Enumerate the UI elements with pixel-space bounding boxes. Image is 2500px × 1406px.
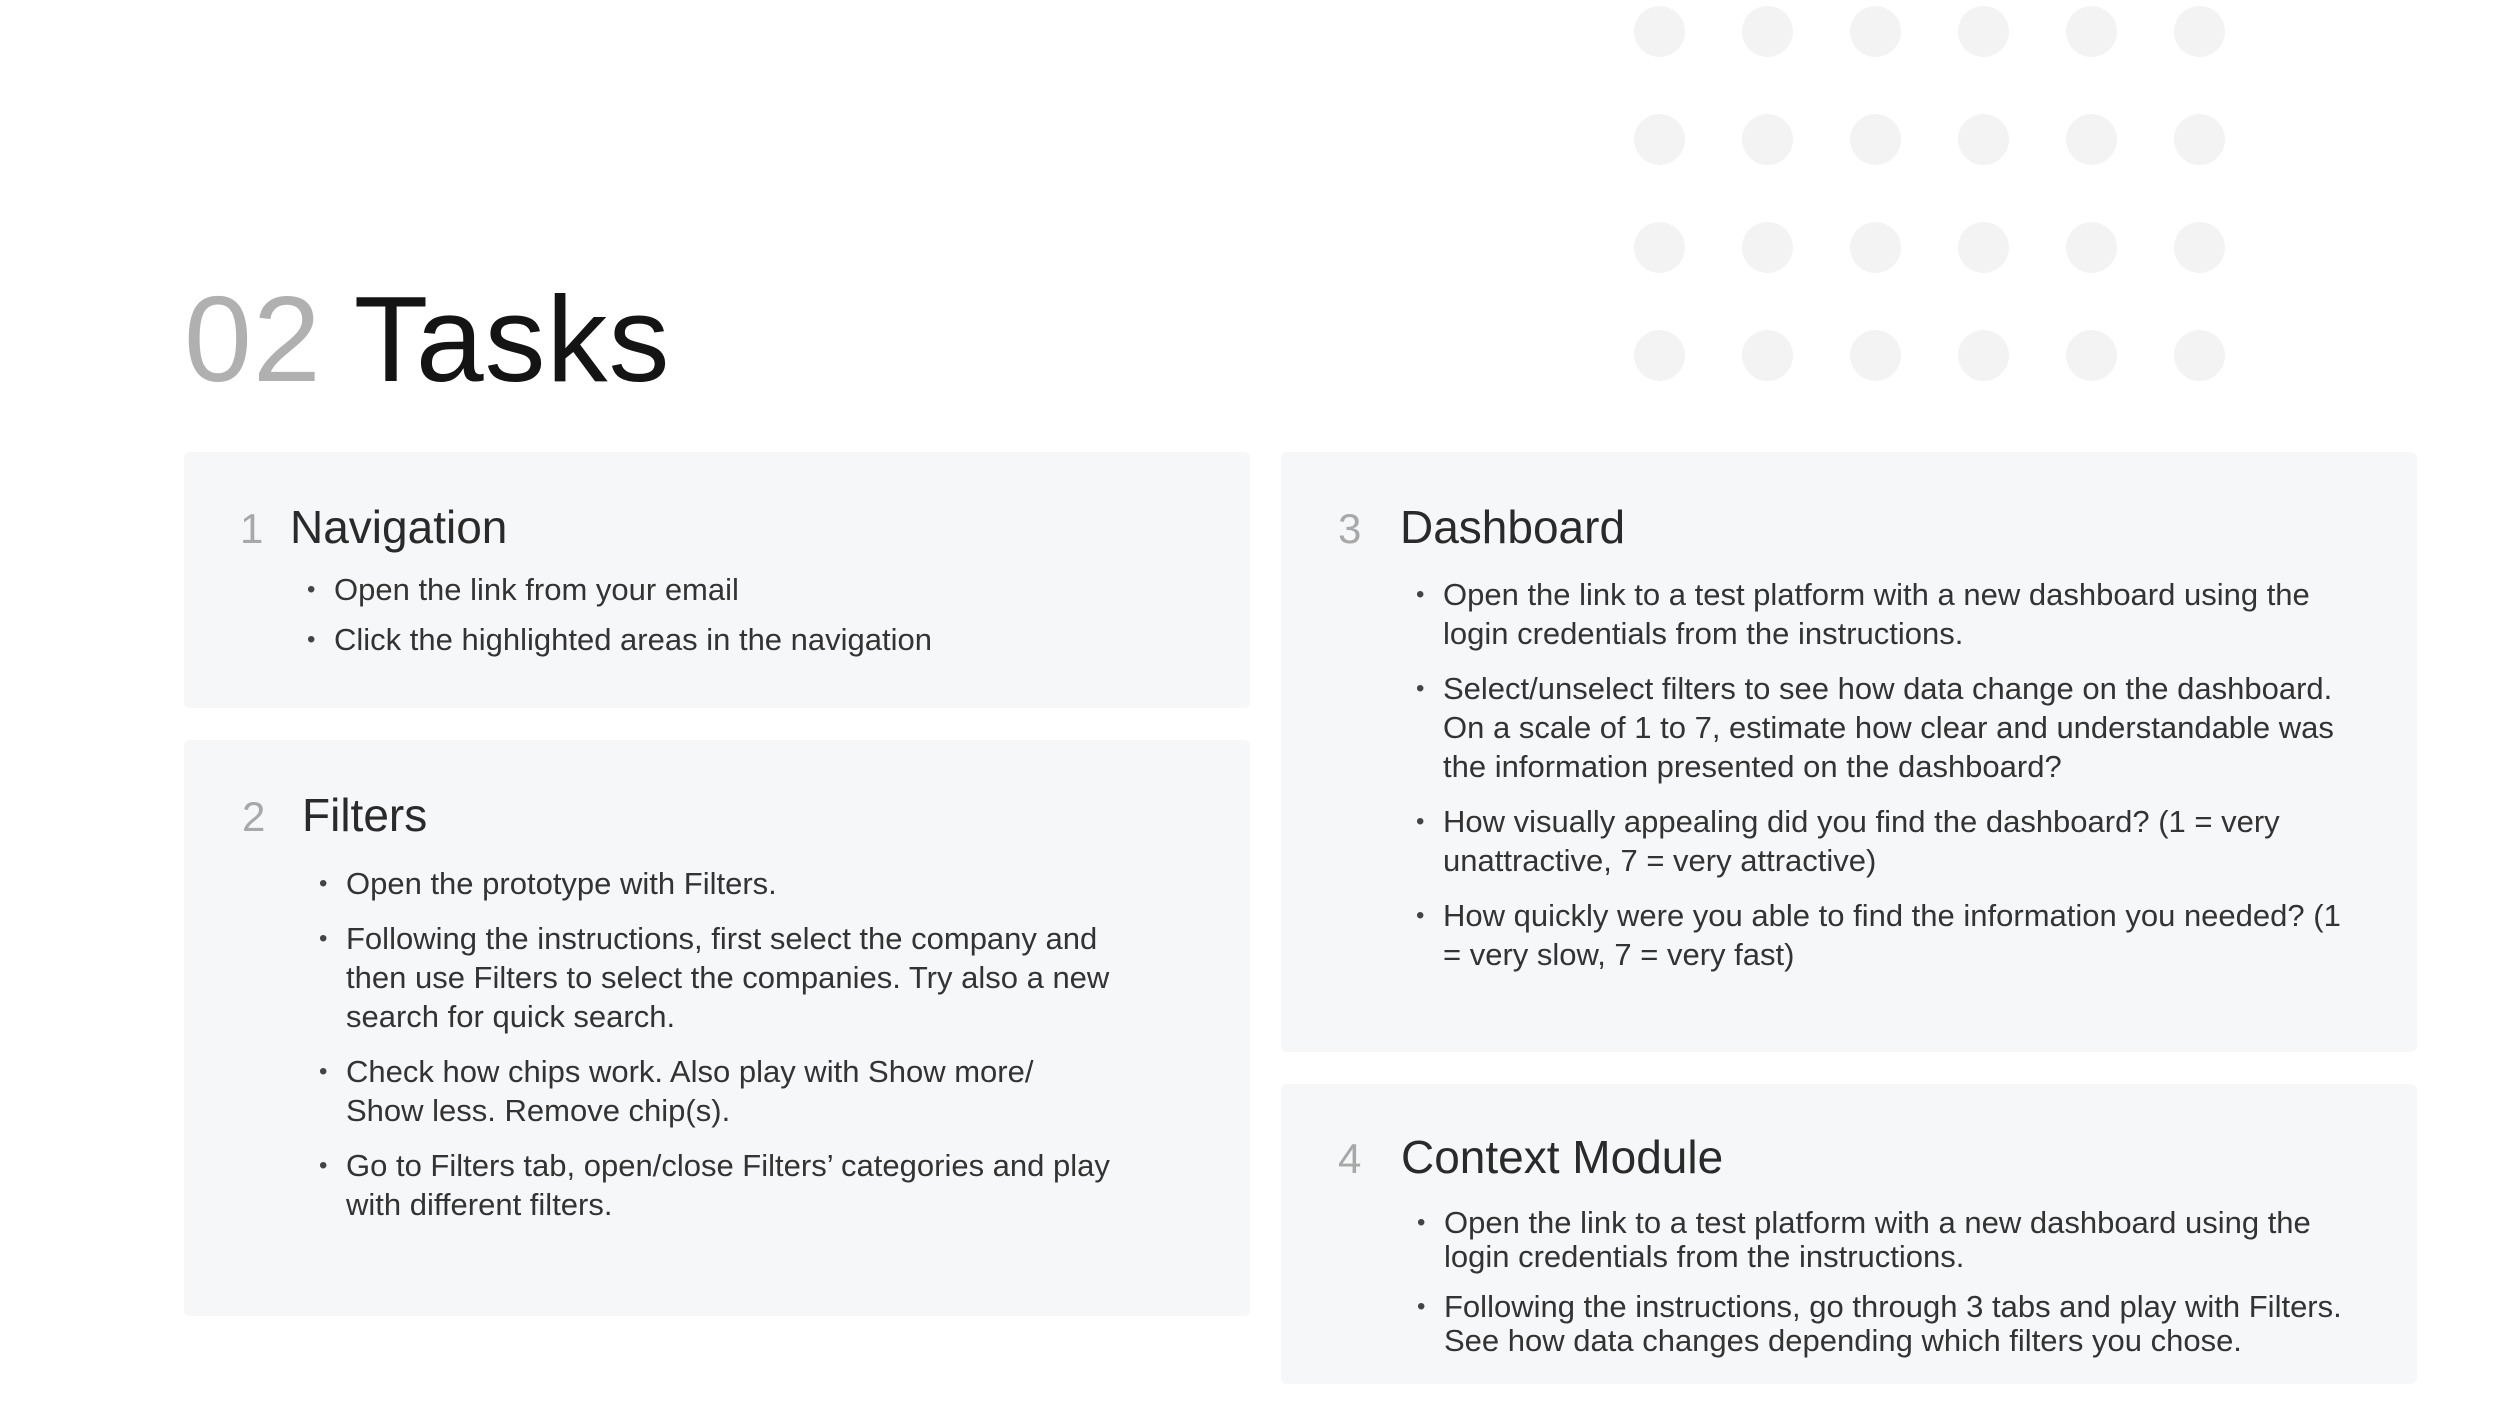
task-title: Filters [302, 789, 428, 841]
decorative-dot [1958, 114, 2009, 165]
decorative-dot [1634, 114, 1685, 165]
decorative-dot [1634, 330, 1685, 381]
task-card-context-module [1281, 1084, 2417, 1384]
decorative-dot [2174, 6, 2225, 57]
list-item: • Open the link from your email [307, 570, 1207, 609]
task-bullet-list [1416, 575, 2341, 990]
decorative-dot [1958, 330, 2009, 381]
task-heading [1338, 500, 1625, 554]
list-item: • Open the link to a test platform with a new dashboard using the login credentials from the instructions. [1416, 575, 2341, 653]
decorative-dot [1742, 222, 1793, 273]
list-item: • Go to Filters tab, open/close Filters’ categories and play with different filters. [319, 1146, 1119, 1224]
task-number: 3 [1338, 505, 1362, 552]
task-number: 1 [240, 505, 264, 552]
decorative-dot [1742, 114, 1793, 165]
list-item: • Following the instructions, first select the company and then use Filters to select the companies. Try also a new search for quick search. [319, 919, 1119, 1036]
section-title: Tasks [353, 271, 671, 407]
decorative-dot [1850, 114, 1901, 165]
task-heading [240, 500, 507, 554]
decorative-dot [2066, 6, 2117, 57]
decorative-dot [2066, 330, 2117, 381]
task-card-filters [184, 740, 1250, 1316]
decorative-dot [1850, 6, 1901, 57]
task-title: Navigation [290, 501, 508, 553]
task-bullet-list [307, 570, 1207, 675]
task-bullet-list [319, 864, 1119, 1240]
task-card-dashboard [1281, 452, 2417, 1052]
task-title: Context Module [1401, 1131, 1724, 1183]
list-item: • Open the link to a test platform with a new dashboard using the login credentials from the instructions. [1417, 1206, 2377, 1274]
decorative-dot [1634, 6, 1685, 57]
list-item: • Open the prototype with Filters. [319, 864, 1119, 903]
task-heading [242, 788, 427, 842]
section-number: 02 [184, 271, 322, 407]
decorative-dot [2174, 114, 2225, 165]
page-title [184, 271, 671, 407]
decorative-dot [2066, 114, 2117, 165]
list-item: • Following the instructions, go through 3 tabs and play with Filters. See how data changes depending which filters you chose. [1417, 1290, 2377, 1358]
task-bullet-list [1417, 1206, 2377, 1374]
decorative-dot [1634, 222, 1685, 273]
decorative-dot [2174, 330, 2225, 381]
decorative-dot [1742, 330, 1793, 381]
list-item: • Select/unselect filters to see how data change on the dashboard. On a scale of 1 to 7, estimate how clear and understandable was the information presented on the dashboard? [1416, 669, 2341, 786]
decorative-dot [2066, 222, 2117, 273]
task-heading [1338, 1130, 1723, 1184]
task-title: Dashboard [1400, 501, 1626, 553]
task-number: 4 [1338, 1135, 1362, 1182]
decorative-dot [1850, 222, 1901, 273]
list-item: • How visually appealing did you find the dashboard? (1 = very unattractive, 7 = very attractive) [1416, 802, 2341, 880]
list-item: • Check how chips work. Also play with Show more/ Show less. Remove chip(s). [319, 1052, 1119, 1130]
decorative-dot-grid [1634, 6, 2234, 382]
list-item: • Click the highlighted areas in the navigation [307, 620, 1207, 659]
decorative-dot [1958, 222, 2009, 273]
task-number: 2 [242, 793, 266, 840]
decorative-dot [1958, 6, 2009, 57]
decorative-dot [1742, 6, 1793, 57]
decorative-dot [1850, 330, 1901, 381]
task-card-navigation [184, 452, 1250, 708]
list-item: • How quickly were you able to find the information you needed? (1 = very slow, 7 = very fast) [1416, 896, 2341, 974]
decorative-dot [2174, 222, 2225, 273]
